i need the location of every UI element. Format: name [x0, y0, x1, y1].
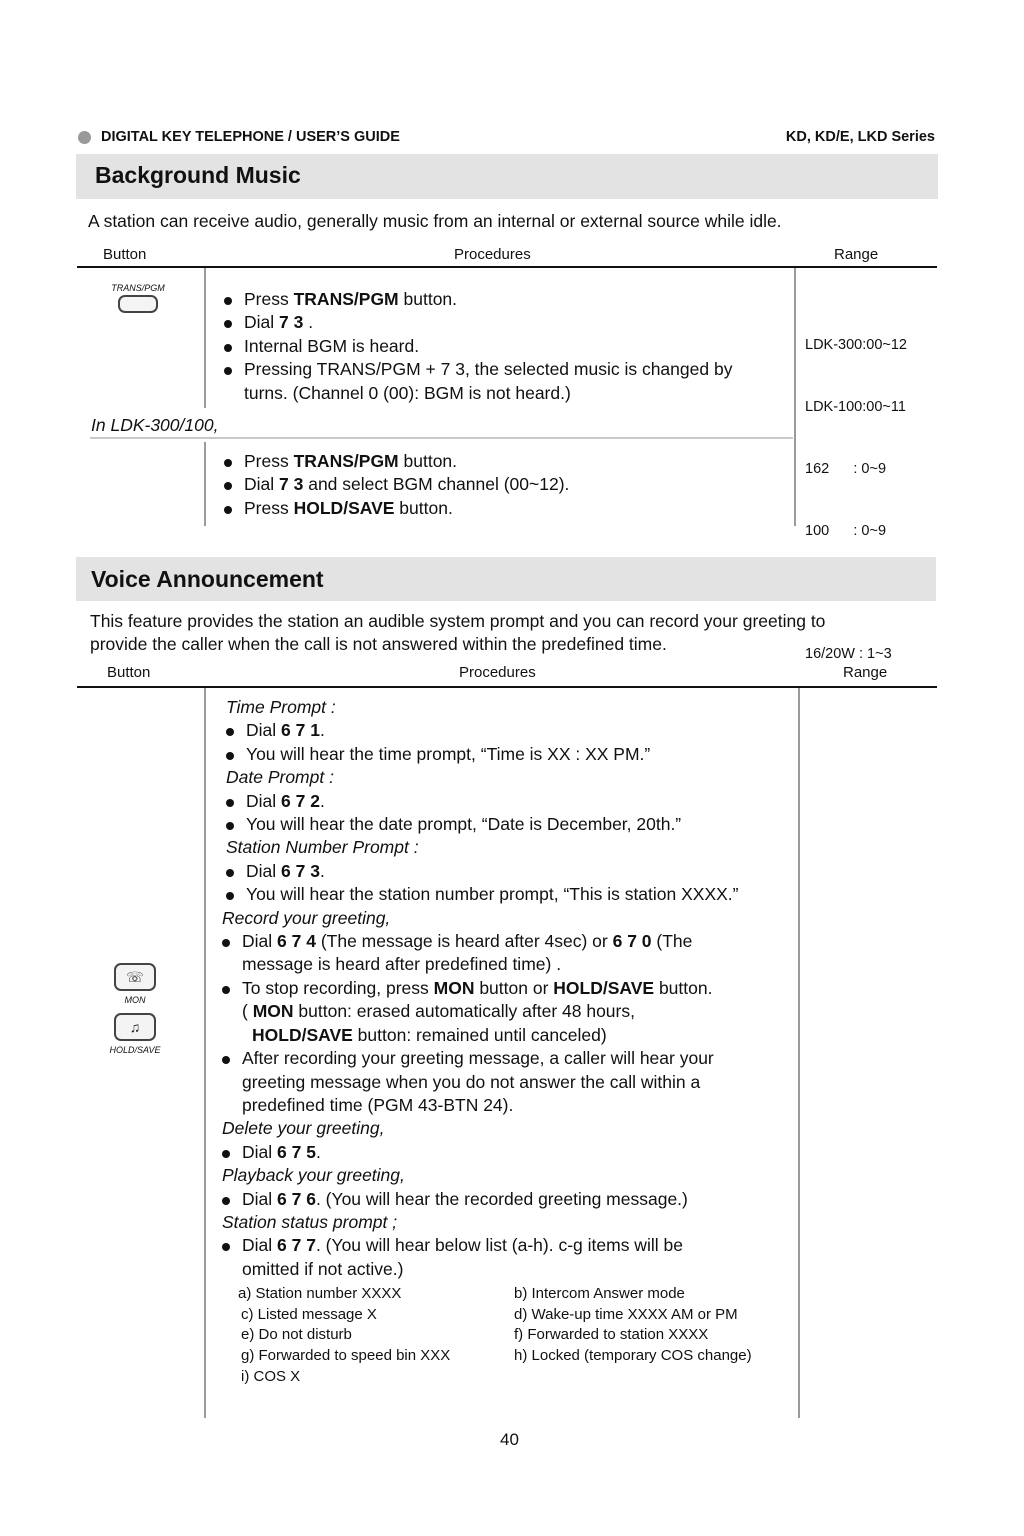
record-steps	[222, 930, 802, 1117]
mon-key-label: MON	[124, 995, 146, 1005]
sub-heading-ldk: In LDK-300/100,	[91, 415, 219, 435]
date-prompt-heading: Date Prompt :	[226, 767, 334, 788]
col-head-procedures: Procedures	[459, 664, 536, 681]
status-steps	[222, 1234, 802, 1281]
list-item: You will hear the station number prompt, “This is station XXXX.”	[226, 883, 802, 906]
key-button-icon	[118, 295, 158, 313]
va-intro: This feature provides the station an audible system prompt and you can record your greeting to provide the caller when the call is not answered within the predefined time.	[90, 611, 826, 654]
holdsave-key-label: HOLD/SAVE	[109, 1045, 161, 1055]
status-list-right	[514, 1284, 794, 1367]
playback-heading: Playback your greeting,	[222, 1165, 405, 1186]
list-item: Press TRANS/PGM button.	[224, 450, 796, 473]
table-rule	[77, 266, 937, 268]
bgm-intro: A station can receive audio, generally music from an internal or external source while idle.	[88, 211, 782, 231]
list-item: Dial 6 7 6. (You will hear the recorded greeting message.)	[222, 1188, 802, 1211]
guide-title: DIGITAL KEY TELEPHONE / USER’S GUIDE	[101, 129, 400, 145]
list-item: You will hear the time prompt, “Time is XX : XX PM.”	[226, 743, 802, 766]
col-head-button: Button	[107, 664, 151, 681]
speaker-icon: ☏	[114, 963, 156, 991]
section-title-bgm: Background Music	[95, 162, 301, 188]
station-prompt-steps	[226, 860, 802, 907]
delete-heading: Delete your greeting,	[222, 1118, 385, 1139]
range-list: LDK-300:00~12 LDK-100:00~11 162 : 0~9 100 : 0~9 16/20W : 1~3	[805, 337, 907, 663]
list-item: f) Forwarded to station XXXX	[514, 1326, 709, 1344]
table-rule	[77, 686, 937, 688]
list-item: e) Do not disturb	[241, 1326, 352, 1344]
list-item: c) Listed message X	[241, 1305, 377, 1323]
list-item: Press HOLD/SAVE button.	[224, 497, 796, 520]
bgm-steps	[224, 288, 796, 405]
delete-steps	[222, 1141, 802, 1164]
list-item: To stop recording, press MON button or HOLD/SAVE button. ( MON button: erased automatically after 48 hours, HOLD/SAVE button: remained until canceled)	[222, 977, 802, 1047]
playback-steps	[222, 1188, 802, 1211]
list-item: Dial 7 3 and select BGM channel (00~12).	[224, 473, 796, 496]
list-item: Dial 6 7 3.	[226, 860, 802, 883]
col-head-button: Button	[103, 246, 147, 263]
section-title-va: Voice Announcement	[91, 566, 324, 592]
va-procedures	[222, 696, 802, 1281]
list-item: g) Forwarded to speed bin XXX	[241, 1347, 451, 1365]
mon-key	[112, 963, 158, 1005]
list-item: You will hear the date prompt, “Date is December, 20th.”	[226, 813, 802, 836]
holdsave-key	[104, 1013, 166, 1055]
time-prompt-heading: Time Prompt :	[226, 697, 336, 717]
list-item: h) Locked (temporary COS change)	[514, 1347, 752, 1365]
status-heading: Station status prompt ;	[222, 1211, 398, 1232]
list-item: d) Wake-up time XXXX AM or PM	[514, 1305, 738, 1323]
list-item: Dial 6 7 4 (The message is heard after 4sec) or 6 7 0 (The message is heard after predefined time) .	[222, 930, 802, 977]
doc-header-left	[78, 129, 400, 145]
list-item: Internal BGM is heard.	[224, 335, 796, 358]
list-item: Dial 7 3 .	[224, 311, 796, 334]
col-head-procedures: Procedures	[454, 246, 531, 263]
trans-pgm-key	[100, 283, 176, 313]
page-number: 40	[500, 1430, 519, 1449]
list-item: Dial 6 7 5.	[222, 1141, 802, 1164]
list-item: a) Station number XXXX	[238, 1285, 402, 1302]
station-prompt-heading: Station Number Prompt :	[226, 837, 419, 858]
col-divider	[204, 268, 206, 408]
time-prompt-steps	[226, 719, 802, 766]
trans-pgm-key-label: TRANS/PGM	[111, 283, 165, 293]
row-divider	[90, 437, 793, 439]
status-list-left	[238, 1284, 508, 1388]
list-item: i) COS X	[241, 1367, 301, 1385]
series-label: KD, KD/E, LKD Series	[785, 129, 935, 145]
bullet-dot-icon	[78, 131, 91, 144]
list-item: Pressing TRANS/PGM + 7 3, the selected music is changed by turns. (Channel 0 (00): BGM is not heard.)	[224, 358, 796, 405]
col-head-range: Range	[843, 664, 888, 681]
date-prompt-steps	[226, 790, 802, 837]
music-note-icon: ♫	[114, 1013, 156, 1041]
list-item: Dial 6 7 7. (You will hear below list (a-h). c-g items will be omitted if not active.)	[222, 1234, 802, 1281]
col-divider	[204, 442, 206, 526]
list-item: Dial 6 7 1.	[226, 719, 802, 742]
col-divider	[204, 688, 206, 1418]
list-item: Dial 6 7 2.	[226, 790, 802, 813]
record-heading: Record your greeting,	[222, 907, 391, 928]
list-item: After recording your greeting message, a caller will hear your greeting message when you do not answer the call within a predefined time (PGM 43-BTN 24).	[222, 1047, 802, 1117]
list-item: b) Intercom Answer mode	[514, 1285, 685, 1302]
list-item: Press TRANS/PGM button.	[224, 288, 796, 311]
col-head-range: Range	[834, 246, 879, 263]
bgm-steps-ldk	[224, 450, 796, 520]
